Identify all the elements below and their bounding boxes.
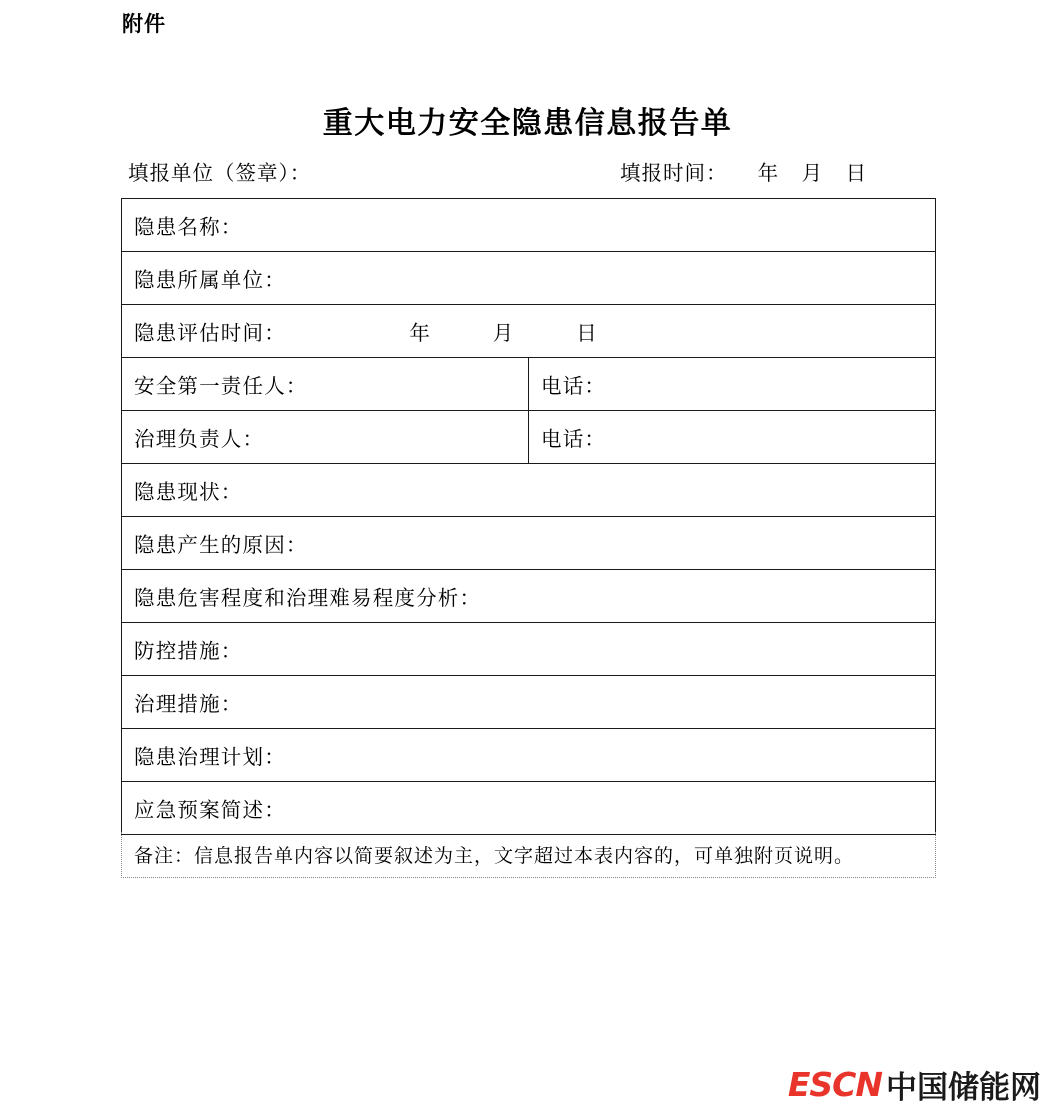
table-row [122, 199, 936, 252]
field-prevention-measures[interactable]: 防控措施： [122, 623, 936, 676]
table-row [122, 570, 936, 623]
table-row [122, 517, 936, 570]
field-treatment-responsible-phone[interactable]: 电话： [529, 411, 936, 464]
table-row [122, 623, 936, 676]
meta-row [128, 156, 936, 186]
field-primary-responsible-person[interactable]: 安全第一责任人： [122, 358, 529, 411]
field-emergency-plan-summary[interactable]: 应急预案简述： [122, 782, 936, 835]
attachment-label: 附件 [122, 12, 166, 36]
field-assessment-date[interactable]: 隐患评估时间： 年 月 日 [122, 305, 936, 358]
table-row [122, 464, 936, 517]
field-hazard-analysis[interactable]: 隐患危害程度和治理难易程度分析： [122, 570, 936, 623]
table-row [122, 676, 936, 729]
field-hazard-unit[interactable]: 隐患所属单位： [122, 252, 936, 305]
table-row [122, 358, 936, 411]
field-hazard-status[interactable]: 隐患现状： [122, 464, 936, 517]
table-row [122, 252, 936, 305]
watermark [788, 1062, 1041, 1107]
watermark-brand-latin: ESCN [787, 1065, 882, 1104]
field-treatment-plan[interactable]: 隐患治理计划： [122, 729, 936, 782]
hazard-report-table [121, 198, 936, 835]
table-row [122, 782, 936, 835]
watermark-brand-cn: 中国储能网 [886, 1070, 1041, 1106]
field-primary-responsible-phone[interactable]: 电话： [529, 358, 936, 411]
report-time-label: 填报时间： 年 月 日 [620, 161, 868, 185]
field-treatment-responsible-person[interactable]: 治理负责人： [122, 411, 529, 464]
page-title: 重大电力安全隐患信息报告单 [322, 106, 733, 141]
remark-note: 备注：信息报告单内容以简要叙述为主，文字超过本表内容的，可单独附页说明。 [121, 832, 936, 878]
table-row [122, 729, 936, 782]
table-row [122, 305, 936, 358]
field-hazard-name[interactable]: 隐患名称： [122, 199, 936, 252]
table-row [122, 411, 936, 464]
field-treatment-measures[interactable]: 治理措施： [122, 676, 936, 729]
reporter-unit-label: 填报单位（签章）： [128, 161, 312, 185]
field-hazard-cause[interactable]: 隐患产生的原因： [122, 517, 936, 570]
